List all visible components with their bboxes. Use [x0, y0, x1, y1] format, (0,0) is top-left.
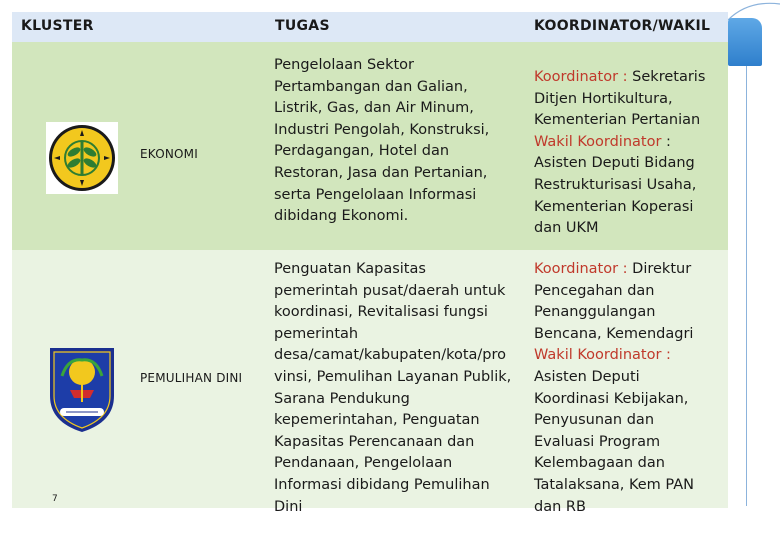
task-table: [12, 12, 728, 515]
header-coordinator: KOORDINATOR/WAKIL: [534, 18, 711, 34]
decorative-vertical-line: [746, 66, 747, 506]
agriculture-ministry-logo-icon: [46, 122, 118, 194]
header-tasks: TUGAS: [275, 18, 330, 34]
coordinator-text-ekonomi: [534, 67, 724, 240]
coordinator-label: Koordinator :: [534, 69, 628, 85]
coordinator-label: Koordinator :: [534, 261, 628, 277]
decorative-curve-icon: [728, 0, 780, 20]
table-header-row: [12, 12, 728, 42]
tasks-text-pemulihan-dini: Penguatan Kapasitas pemerintah pusat/daerah untuk koordinasi, Revitalisasi fungsi pemerintah desa/camat/kabupaten/kota/pro vinsi, Pemulihan Layanan Publik, Sarana Pendukung kepemerintahan, Penguatan Kapasitas Perencanaan dan Pendanaan, Pengelolaan Informasi dibidang Pemulihan Dini: [274, 261, 512, 515]
tasks-text-ekonomi: Pengelolaan Sektor Pertambangan dan Galian, Listrik, Gas, dan Air Minum, Industri Pengolah, Konstruksi, Perdagangan, Hotel dan Restoran, Jasa dan Pertanian, serta Pengelolaan Informasi dibidang Ekonomi.: [274, 57, 490, 225]
coordinator-value: Sekretaris Ditjen Hortikultura, Kementerian Pertanian: [534, 69, 706, 129]
cluster-label-ekonomi: EKONOMI: [140, 147, 198, 161]
home-affairs-ministry-logo-icon: [46, 346, 118, 434]
page-number: 7: [52, 494, 58, 504]
deputy-value: : Asisten Deputi Bidang Restrukturisasi Usaha, Kementerian Koperasi dan UKM: [534, 133, 697, 237]
table-row-pemulihan-dini: [12, 250, 728, 515]
cluster-label-pemulihan-dini: PEMULIHAN DINI: [140, 371, 243, 385]
coordinator-text-pemulihan-dini: [534, 259, 724, 518]
deputy-label: Wakil Koordinator: [534, 133, 662, 150]
decorative-blue-tab: [728, 18, 762, 66]
coordinator-value: Direktur Pencegahan dan Penanggulangan Bencana, Kemendagri: [534, 261, 694, 342]
table-row-ekonomi: [12, 42, 728, 250]
deputy-label: Wakil Koordinator :: [534, 347, 671, 364]
header-cluster: KLUSTER: [21, 18, 94, 34]
deputy-value: Asisten Deputi Koordinasi Kebijakan, Penyusunan dan Evaluasi Program Kelembagaan dan Tatalaksana, Kem PAN dan RB: [534, 368, 694, 515]
